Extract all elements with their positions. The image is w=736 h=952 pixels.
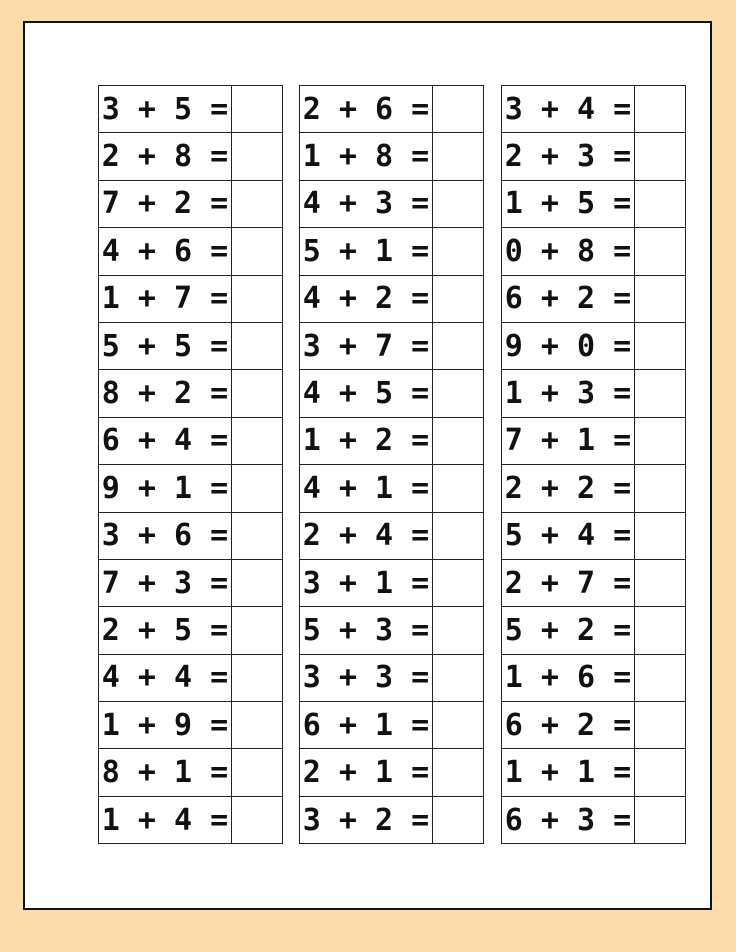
addition-problem: 1 + 1 = bbox=[502, 749, 635, 796]
answer-box[interactable] bbox=[232, 370, 283, 417]
addition-problem: 0 + 8 = bbox=[502, 228, 635, 275]
answer-box[interactable] bbox=[232, 465, 283, 512]
addition-problem: 2 + 2 = bbox=[502, 465, 635, 512]
problem-row bbox=[502, 180, 686, 227]
addition-problem: 4 + 5 = bbox=[300, 370, 433, 417]
answer-box[interactable] bbox=[232, 796, 283, 843]
answer-box[interactable] bbox=[433, 607, 484, 654]
addition-problem: 9 + 0 = bbox=[502, 322, 635, 369]
problem-row bbox=[502, 86, 686, 133]
addition-problem: 5 + 2 = bbox=[502, 607, 635, 654]
addition-problem: 3 + 6 = bbox=[99, 512, 232, 559]
answer-box[interactable] bbox=[232, 417, 283, 464]
answer-box[interactable] bbox=[635, 702, 686, 749]
problem-row bbox=[502, 465, 686, 512]
answer-box[interactable] bbox=[635, 228, 686, 275]
addition-problem: 2 + 5 = bbox=[99, 607, 232, 654]
answer-box[interactable] bbox=[232, 322, 283, 369]
problem-row bbox=[502, 512, 686, 559]
answer-box[interactable] bbox=[635, 275, 686, 322]
answer-box[interactable] bbox=[232, 607, 283, 654]
answer-box[interactable] bbox=[232, 559, 283, 606]
addition-problem: 1 + 6 = bbox=[502, 654, 635, 701]
answer-box[interactable] bbox=[433, 180, 484, 227]
addition-problem: 3 + 3 = bbox=[300, 654, 433, 701]
answer-box[interactable] bbox=[232, 512, 283, 559]
problem-row bbox=[99, 512, 283, 559]
addition-problem: 4 + 3 = bbox=[300, 180, 433, 227]
answer-box[interactable] bbox=[232, 749, 283, 796]
answer-box[interactable] bbox=[433, 796, 484, 843]
problem-row bbox=[502, 275, 686, 322]
problem-row bbox=[300, 796, 484, 843]
problem-row bbox=[502, 228, 686, 275]
addition-problem: 2 + 1 = bbox=[300, 749, 433, 796]
answer-box[interactable] bbox=[635, 796, 686, 843]
answer-box[interactable] bbox=[635, 322, 686, 369]
problem-row bbox=[300, 559, 484, 606]
problem-row bbox=[300, 228, 484, 275]
problem-row bbox=[300, 749, 484, 796]
problem-row bbox=[502, 417, 686, 464]
answer-box[interactable] bbox=[232, 654, 283, 701]
answer-box[interactable] bbox=[433, 275, 484, 322]
answer-box[interactable] bbox=[232, 86, 283, 133]
answer-box[interactable] bbox=[635, 180, 686, 227]
answer-box[interactable] bbox=[433, 465, 484, 512]
addition-problem: 2 + 6 = bbox=[300, 86, 433, 133]
problem-row bbox=[300, 180, 484, 227]
addition-problem: 2 + 7 = bbox=[502, 559, 635, 606]
answer-box[interactable] bbox=[635, 417, 686, 464]
answer-box[interactable] bbox=[635, 654, 686, 701]
answer-box[interactable] bbox=[232, 133, 283, 180]
problem-row bbox=[99, 702, 283, 749]
problem-row bbox=[99, 322, 283, 369]
addition-problem: 5 + 3 = bbox=[300, 607, 433, 654]
addition-problem: 7 + 3 = bbox=[99, 559, 232, 606]
answer-box[interactable] bbox=[433, 749, 484, 796]
answer-box[interactable] bbox=[635, 559, 686, 606]
worksheet-sheet bbox=[23, 21, 712, 910]
problem-row bbox=[502, 133, 686, 180]
addition-problem: 6 + 4 = bbox=[99, 417, 232, 464]
problem-row bbox=[99, 654, 283, 701]
addition-problem: 3 + 1 = bbox=[300, 559, 433, 606]
answer-box[interactable] bbox=[232, 180, 283, 227]
problem-row bbox=[300, 512, 484, 559]
addition-problem: 4 + 1 = bbox=[300, 465, 433, 512]
answer-box[interactable] bbox=[635, 86, 686, 133]
problem-row bbox=[300, 702, 484, 749]
answer-box[interactable] bbox=[433, 654, 484, 701]
problem-row bbox=[99, 133, 283, 180]
answer-box[interactable] bbox=[232, 275, 283, 322]
problem-row bbox=[99, 228, 283, 275]
addition-problem: 1 + 9 = bbox=[99, 702, 232, 749]
addition-problem: 4 + 2 = bbox=[300, 275, 433, 322]
answer-box[interactable] bbox=[433, 512, 484, 559]
addition-problem: 2 + 8 = bbox=[99, 133, 232, 180]
problem-row bbox=[99, 370, 283, 417]
problem-row bbox=[300, 417, 484, 464]
problem-row bbox=[99, 465, 283, 512]
problem-row bbox=[300, 654, 484, 701]
answer-box[interactable] bbox=[635, 465, 686, 512]
addition-problem: 6 + 3 = bbox=[502, 796, 635, 843]
addition-problem: 4 + 4 = bbox=[99, 654, 232, 701]
problem-row bbox=[502, 322, 686, 369]
problem-row bbox=[300, 607, 484, 654]
problem-row bbox=[99, 796, 283, 843]
addition-problem: 6 + 1 = bbox=[300, 702, 433, 749]
answer-box[interactable] bbox=[232, 702, 283, 749]
addition-problem: 8 + 1 = bbox=[99, 749, 232, 796]
problem-row bbox=[502, 749, 686, 796]
answer-box[interactable] bbox=[433, 559, 484, 606]
addition-problem: 4 + 6 = bbox=[99, 228, 232, 275]
problem-row bbox=[99, 275, 283, 322]
addition-problem: 1 + 3 = bbox=[502, 370, 635, 417]
problem-row bbox=[99, 607, 283, 654]
addition-problem: 7 + 2 = bbox=[99, 180, 232, 227]
problem-row bbox=[300, 370, 484, 417]
answer-box[interactable] bbox=[433, 228, 484, 275]
problem-row bbox=[502, 607, 686, 654]
addition-problem: 1 + 4 = bbox=[99, 796, 232, 843]
problem-column-2 bbox=[299, 85, 484, 844]
answer-box[interactable] bbox=[635, 133, 686, 180]
problem-row bbox=[300, 86, 484, 133]
answer-box[interactable] bbox=[433, 86, 484, 133]
addition-problem: 5 + 1 = bbox=[300, 228, 433, 275]
answer-box[interactable] bbox=[433, 322, 484, 369]
problem-row bbox=[99, 417, 283, 464]
problem-row bbox=[300, 465, 484, 512]
problem-row bbox=[99, 180, 283, 227]
problem-row bbox=[502, 654, 686, 701]
problem-row bbox=[502, 796, 686, 843]
problem-row bbox=[300, 275, 484, 322]
problem-column-1 bbox=[98, 85, 283, 844]
addition-problem: 7 + 1 = bbox=[502, 417, 635, 464]
addition-problem: 6 + 2 = bbox=[502, 702, 635, 749]
addition-problem: 5 + 5 = bbox=[99, 322, 232, 369]
answer-box[interactable] bbox=[635, 512, 686, 559]
addition-problem: 2 + 3 = bbox=[502, 133, 635, 180]
addition-problem: 6 + 2 = bbox=[502, 275, 635, 322]
answer-box[interactable] bbox=[433, 702, 484, 749]
addition-problem: 1 + 8 = bbox=[300, 133, 433, 180]
problem-row bbox=[502, 370, 686, 417]
addition-problem: 5 + 4 = bbox=[502, 512, 635, 559]
addition-problem: 2 + 4 = bbox=[300, 512, 433, 559]
addition-problem: 3 + 4 = bbox=[502, 86, 635, 133]
addition-problem: 3 + 7 = bbox=[300, 322, 433, 369]
addition-problem: 3 + 2 = bbox=[300, 796, 433, 843]
answer-box[interactable] bbox=[635, 749, 686, 796]
addition-problem: 9 + 1 = bbox=[99, 465, 232, 512]
answer-box[interactable] bbox=[232, 228, 283, 275]
addition-problem: 1 + 5 = bbox=[502, 180, 635, 227]
problem-row bbox=[99, 749, 283, 796]
answer-box[interactable] bbox=[433, 133, 484, 180]
addition-problem: 3 + 5 = bbox=[99, 86, 232, 133]
answer-box[interactable] bbox=[433, 417, 484, 464]
addition-problem: 8 + 2 = bbox=[99, 370, 232, 417]
problem-row bbox=[502, 702, 686, 749]
answer-box[interactable] bbox=[433, 370, 484, 417]
problem-row bbox=[300, 322, 484, 369]
answer-box[interactable] bbox=[635, 607, 686, 654]
problem-column-3 bbox=[501, 85, 686, 844]
answer-box[interactable] bbox=[635, 370, 686, 417]
addition-problem: 1 + 7 = bbox=[99, 275, 232, 322]
problem-row bbox=[300, 133, 484, 180]
problem-row bbox=[502, 559, 686, 606]
problem-row bbox=[99, 86, 283, 133]
problem-row bbox=[99, 559, 283, 606]
addition-problem: 1 + 2 = bbox=[300, 417, 433, 464]
